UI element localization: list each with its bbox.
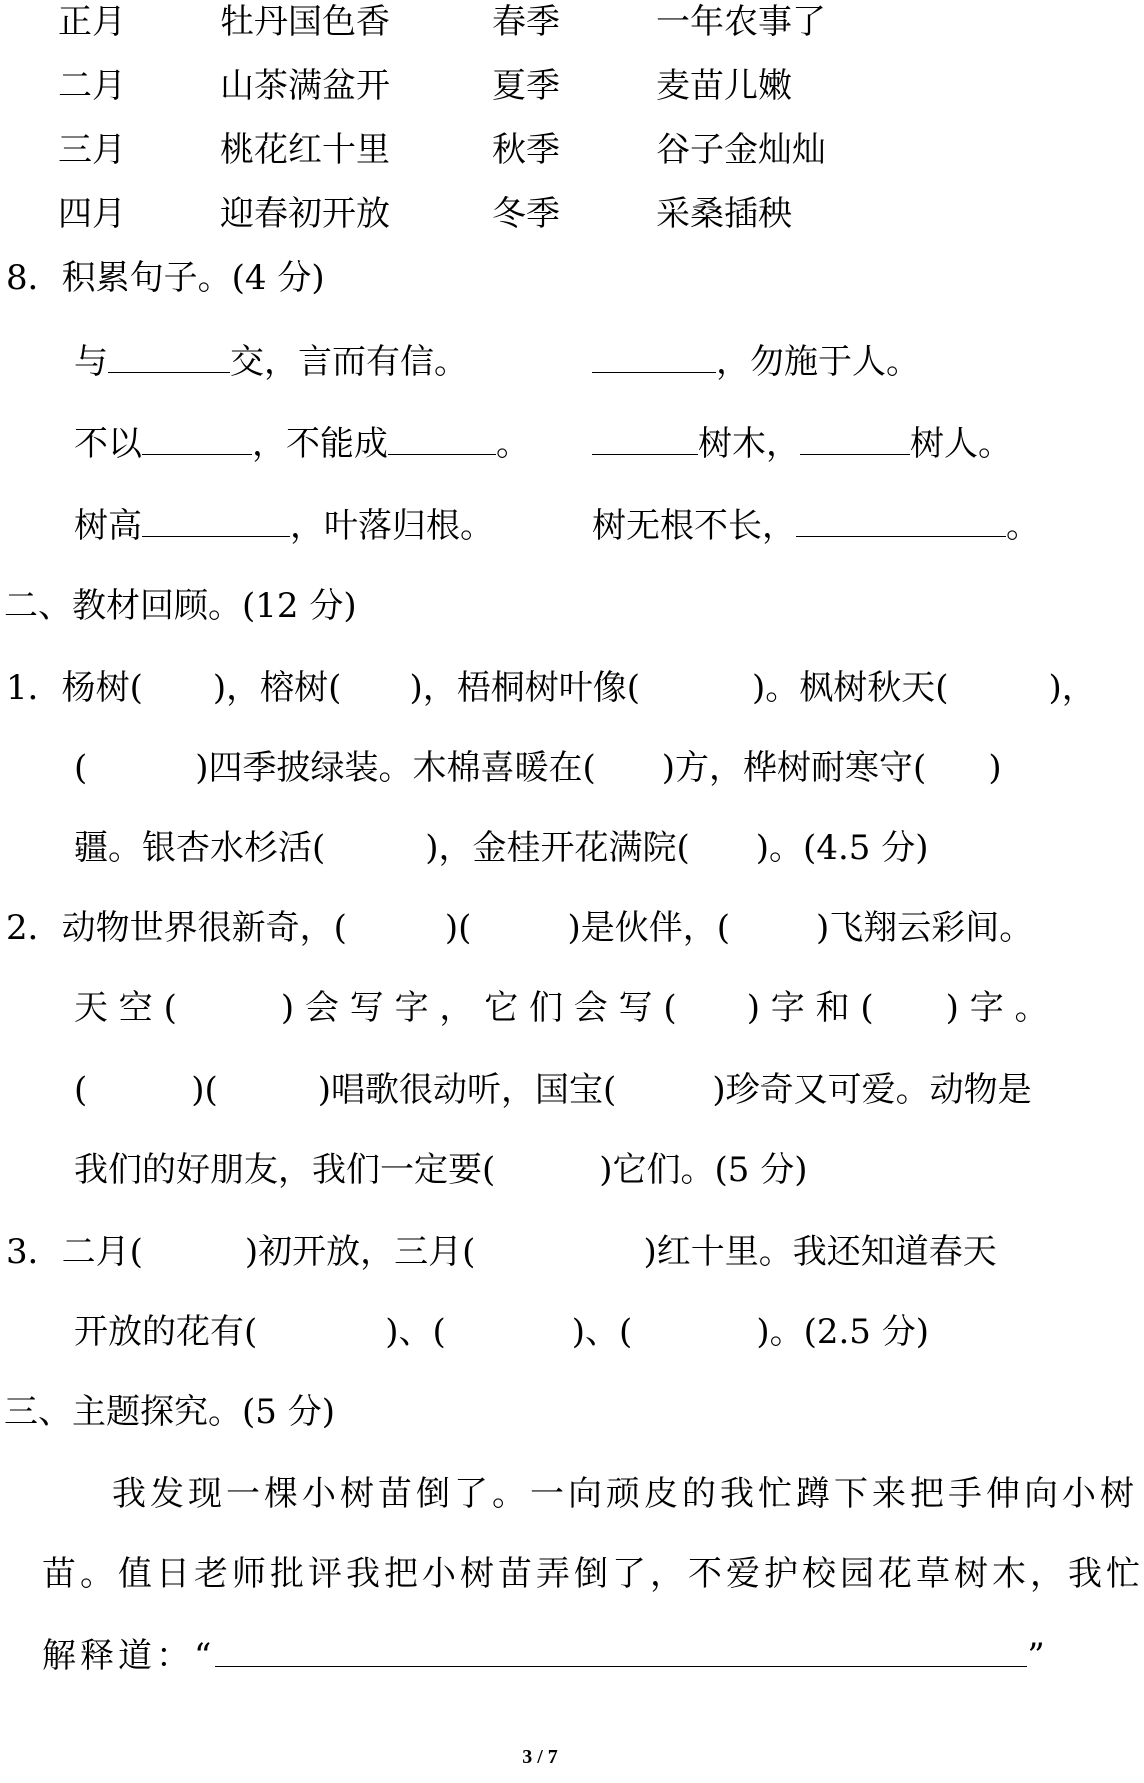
q8-sentence	[592, 340, 920, 384]
q8-sentence	[74, 504, 494, 548]
sentence-text: 树无根不长，	[592, 506, 796, 546]
text-run: )(	[191, 1070, 218, 1110]
question-text	[6, 1230, 997, 1274]
text-run: )唱歌很动听，国宝(	[317, 1070, 617, 1110]
question-text	[74, 986, 1049, 1030]
text-run: )、(	[571, 1312, 633, 1352]
sentence-text: 树高	[74, 506, 142, 546]
text-run: ) 会 写 字 ， 它 们 会 写 (	[280, 988, 677, 1028]
month-cell: 正月	[58, 2, 126, 42]
text-run: )，	[1048, 668, 1096, 708]
essay-text: 解释道：“	[42, 1636, 216, 1676]
month-cell: 三月	[58, 130, 126, 170]
text-run: 天 空 (	[74, 988, 177, 1028]
answer-blank[interactable]	[215, 1636, 1027, 1667]
essay-line-1	[0, 1472, 1138, 1516]
question-text	[74, 1068, 1032, 1112]
q8-row-3	[0, 504, 1080, 548]
text-run: 开放的花有(	[74, 1312, 258, 1352]
flower-cell: 桃花红十里	[220, 130, 390, 170]
section-title	[4, 1390, 335, 1434]
page-number: 3 / 7	[522, 1746, 558, 1768]
month-cell: 二月	[58, 66, 126, 106]
s2-q2-line-1	[0, 906, 1080, 950]
q8-row-2	[0, 422, 1080, 466]
text-run: 我们的好朋友，我们一定要(	[74, 1150, 496, 1190]
farm-cell: 麦苗儿嫩	[656, 66, 792, 106]
text-run: )(	[444, 908, 472, 948]
text-run: 1．杨树(	[6, 668, 143, 708]
season-cell: 秋季	[492, 130, 560, 170]
text-run: (	[74, 748, 88, 788]
sentence-text: 与	[74, 342, 108, 382]
farm-cell: 采桑插秧	[656, 194, 792, 234]
answer-blank[interactable]	[142, 506, 290, 537]
essay-text: ”	[1027, 1636, 1049, 1676]
answer-blank[interactable]	[800, 424, 910, 455]
question-text	[6, 906, 1033, 950]
farm-cell: 谷子金灿灿	[656, 130, 826, 170]
sentence-text: 树人。	[910, 424, 1012, 464]
match-row	[0, 64, 1080, 108]
essay-line-3	[0, 1634, 1080, 1678]
sentence-text: 交，言而有信。	[230, 342, 468, 382]
text-run: )方，桦树耐寒守(	[661, 748, 927, 788]
s2-q2-line-4	[0, 1148, 1080, 1192]
essay-text: 苗。值日老师批评我把小树苗弄倒了，不爱护校园花草树木，我忙	[42, 1554, 1144, 1594]
section-title-text: 三、主题探究。	[4, 1392, 242, 1432]
text-run: ) 字 。	[945, 988, 1049, 1028]
answer-blank[interactable]	[796, 506, 1006, 537]
section-title	[4, 584, 357, 628]
text-run: )。(2.5 分)	[756, 1312, 930, 1352]
q8-sentence	[74, 422, 530, 466]
flower-cell: 迎春初开放	[220, 194, 390, 234]
q8-row-1	[0, 340, 1080, 384]
answer-blank[interactable]	[592, 424, 698, 455]
text-run: )珍奇又可爱。动物是	[712, 1070, 1032, 1110]
text-run: )	[988, 748, 1002, 788]
text-run: )是伙伴，(	[567, 908, 730, 948]
q8-sentence	[592, 504, 1040, 548]
s2-q2-line-2	[0, 986, 1080, 1030]
s2-q1-line-1	[0, 666, 1096, 710]
text-run: )，金桂开花满院(	[425, 828, 690, 868]
month-cell: 四月	[58, 194, 126, 234]
season-cell: 春季	[492, 2, 560, 42]
text-run: )初开放，三月(	[244, 1232, 476, 1272]
answer-blank[interactable]	[592, 342, 716, 373]
match-row	[0, 128, 1080, 172]
question-text	[74, 1310, 929, 1354]
question-text	[74, 1148, 808, 1192]
match-row	[0, 192, 1080, 236]
sentence-text: 。	[1006, 506, 1040, 546]
text-run: )飞翔云彩间。	[815, 908, 1034, 948]
section-2-heading	[0, 584, 1080, 628]
s2-q3-line-1	[0, 1230, 1080, 1274]
text-run: 3．二月(	[6, 1232, 143, 1272]
question-title: 8．积累句子。(4 分)	[6, 258, 325, 298]
section-3-heading	[0, 1390, 1080, 1434]
sentence-text: 树木，	[698, 424, 800, 464]
text-run: )、(	[385, 1312, 446, 1352]
flower-cell: 牡丹国色香	[220, 2, 390, 42]
answer-blank[interactable]	[108, 342, 230, 373]
sentence-text: ，不能成	[252, 424, 388, 464]
text-run: )红十里。我还知道春天	[643, 1232, 997, 1272]
sentence-text: 不以	[74, 424, 142, 464]
farm-cell: 一年农事了	[656, 2, 826, 42]
s2-q3-line-2	[0, 1310, 1080, 1354]
flower-cell: 山茶满盆开	[220, 66, 390, 106]
sentence-text: 。	[496, 424, 530, 464]
question-text	[74, 826, 928, 870]
text-run: ) 字 和 (	[746, 988, 874, 1028]
section-score: (5 分)	[242, 1392, 335, 1432]
s2-q1-line-3	[0, 826, 1080, 870]
text-run: 2．动物世界很新奇，(	[6, 908, 347, 948]
text-run: )。(4.5 分)	[755, 828, 929, 868]
text-run: )，榕树(	[212, 668, 342, 708]
section-title-text: 二、教材回顾。	[4, 586, 242, 626]
essay-answer-line	[42, 1634, 1049, 1678]
text-run: )四季披绿装。木棉喜暖在(	[195, 748, 596, 788]
text-run: (	[74, 1070, 88, 1110]
q8-sentence	[592, 422, 1012, 466]
answer-blank[interactable]	[142, 424, 252, 455]
match-row	[0, 0, 1080, 44]
text-run: )它们。(5 分)	[599, 1150, 808, 1190]
s2-q1-line-2	[0, 746, 1080, 790]
question-8-title	[0, 256, 1080, 300]
text-run: 疆。银杏水杉活(	[74, 828, 326, 868]
text-run: )，梧桐树叶像(	[409, 668, 640, 708]
question-text	[74, 746, 1002, 790]
question-text	[6, 666, 1096, 710]
s2-q2-line-3	[0, 1068, 1080, 1112]
season-cell: 冬季	[492, 194, 560, 234]
answer-blank[interactable]	[388, 424, 496, 455]
essay-line-2	[0, 1552, 1144, 1596]
section-score: (12 分)	[242, 586, 357, 626]
text-run: )。枫树秋天(	[751, 668, 949, 708]
q8-sentence	[74, 340, 468, 384]
sentence-text: ，勿施于人。	[716, 342, 920, 382]
essay-text: 我发现一棵小树苗倒了。一向顽皮的我忙蹲下来把手伸向小树	[112, 1474, 1138, 1514]
season-cell: 夏季	[492, 66, 560, 106]
sentence-text: ，叶落归根。	[290, 506, 494, 546]
